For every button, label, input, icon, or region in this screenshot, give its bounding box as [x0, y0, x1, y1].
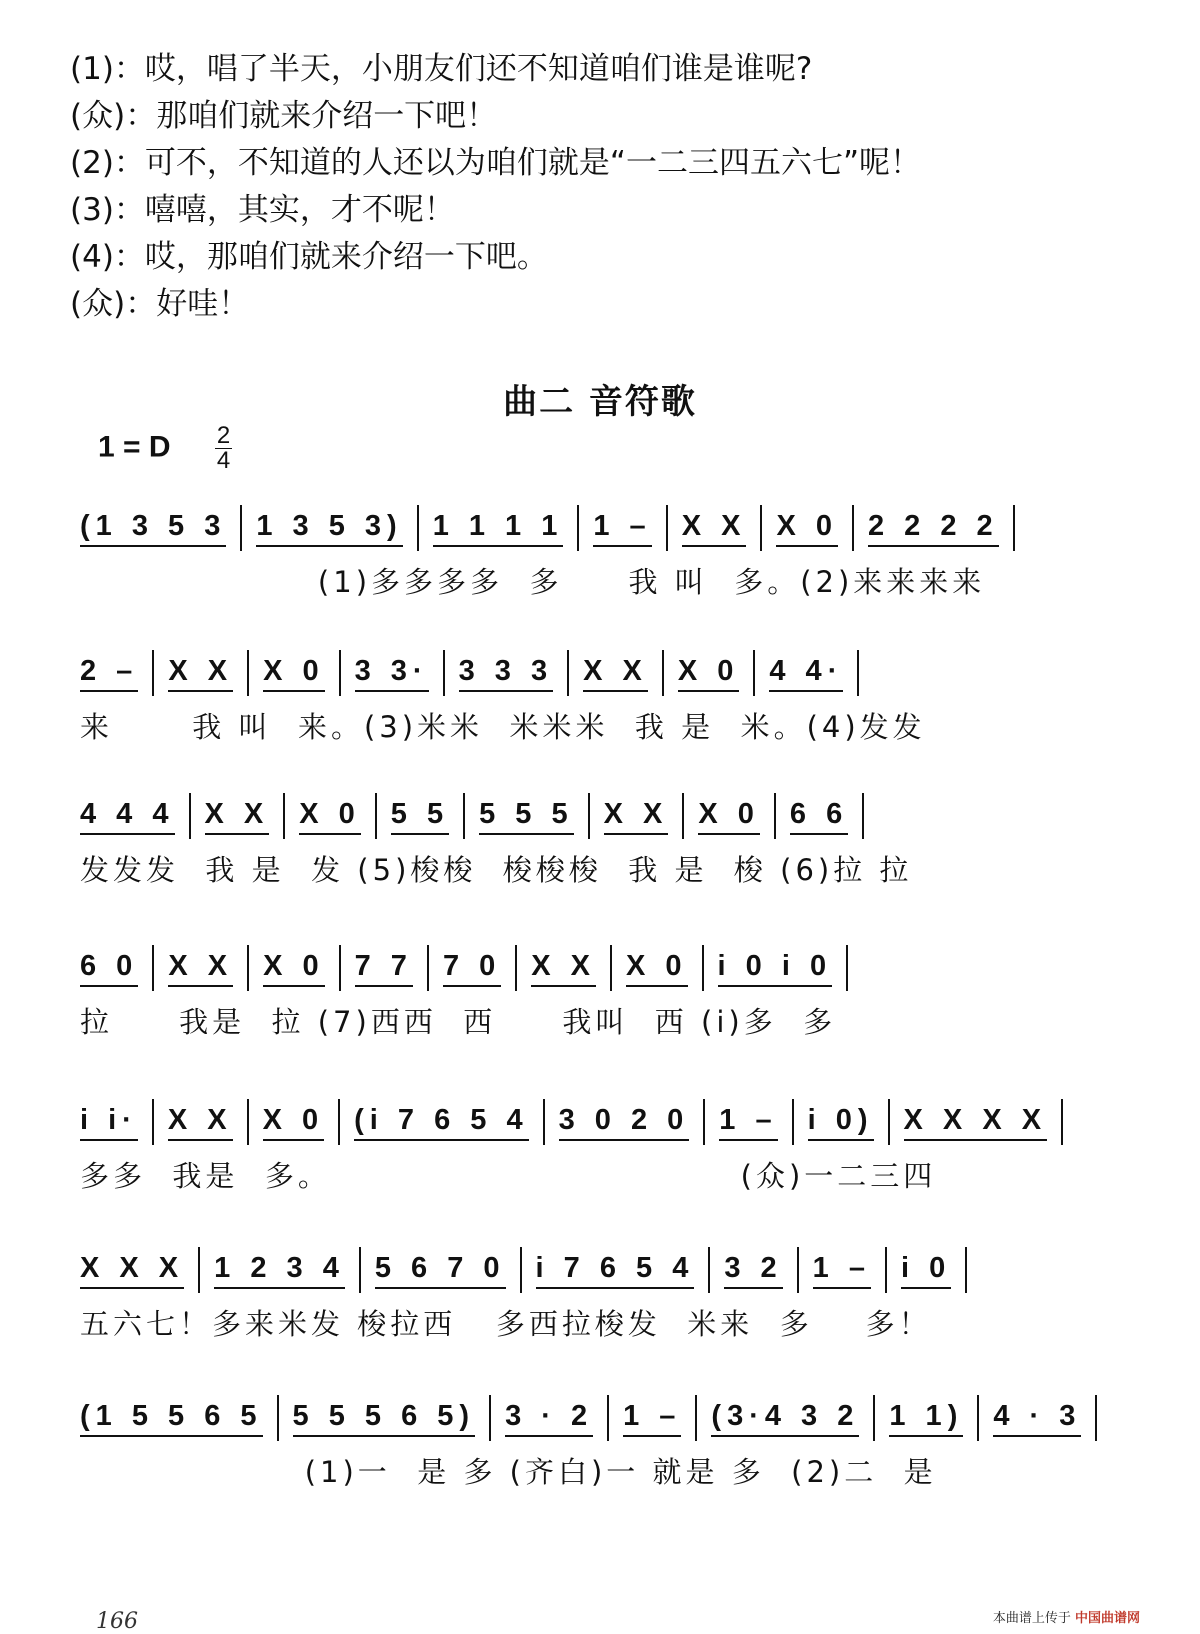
measure: X X: [682, 510, 747, 547]
barline: [753, 650, 755, 696]
measure: X 0: [776, 510, 838, 547]
measure: 1 3 5 3): [256, 510, 402, 547]
dialog-line: (1)：哎，唱了半天，小朋友们还不知道咱们谁是谁呢?: [70, 51, 813, 87]
barline: [1013, 505, 1015, 551]
measure: X 0: [263, 655, 325, 692]
barline: [520, 1247, 522, 1293]
barline: [965, 1247, 967, 1293]
notes-row: [80, 1242, 981, 1298]
lyrics-row: 发发发 我 是 发 (5)梭梭 梭梭梭 我 是 梭 (6)拉 拉: [80, 853, 913, 887]
measure: X X: [168, 1104, 233, 1141]
meter-numerator: 2: [216, 422, 231, 449]
score-line: [80, 645, 1130, 755]
footer-credit: [993, 1607, 1140, 1626]
barline: [873, 1395, 875, 1441]
measure: X X: [531, 950, 596, 987]
barline: [662, 650, 664, 696]
measure: 3 2: [724, 1252, 782, 1289]
barline: [885, 1247, 887, 1293]
barline: [339, 650, 341, 696]
measure: 2 –: [80, 655, 138, 692]
barline: [666, 505, 668, 551]
barline: [152, 650, 154, 696]
measure: X X: [583, 655, 648, 692]
barline: [489, 1395, 491, 1441]
measure: (i 7 6 5 4: [354, 1104, 528, 1141]
barline: [543, 1099, 545, 1145]
notes-row: [80, 500, 1029, 556]
barline: [702, 945, 704, 991]
measure: 7 7: [355, 950, 413, 987]
dialog-line: (4)：哎，那咱们就来介绍一下吧。: [70, 239, 548, 275]
measure: X 0: [678, 655, 740, 692]
barline: [198, 1247, 200, 1293]
measure: X X: [168, 950, 233, 987]
measure: X X: [205, 798, 270, 835]
barline: [247, 945, 249, 991]
lyrics-row: 多多 我是 多。 (众)一二三四: [80, 1159, 937, 1193]
notes-row: [80, 788, 878, 844]
lyrics-row: 拉 我是 拉 (7)西西 西 我叫 西 (i)多 多: [80, 1005, 837, 1039]
barline: [797, 1247, 799, 1293]
measure: 3 3 3: [459, 655, 554, 692]
barline: [846, 945, 848, 991]
barline: [708, 1247, 710, 1293]
measure: i 0): [808, 1104, 874, 1141]
measure: X 0: [299, 798, 361, 835]
dialog-line: (众)：好哇！: [70, 286, 250, 322]
barline: [588, 793, 590, 839]
barline: [888, 1099, 890, 1145]
measure: 1 1): [889, 1400, 963, 1437]
measure: X 0: [626, 950, 688, 987]
measure: 4 · 3: [993, 1400, 1081, 1437]
barline: [338, 1099, 340, 1145]
barline: [277, 1395, 279, 1441]
barline: [443, 650, 445, 696]
measure: i i·: [80, 1104, 138, 1141]
barline: [417, 505, 419, 551]
measure: X X X X: [904, 1104, 1048, 1141]
dialog-line: (3)：嘻嘻，其实，才不呢！: [70, 192, 455, 228]
measure: 1 –: [813, 1252, 871, 1289]
measure: 1 –: [593, 510, 651, 547]
dialog-line: (2)：可不，不知道的人还以为咱们就是“一二三四五六七”呢！: [70, 145, 922, 181]
barline: [515, 945, 517, 991]
barline: [760, 505, 762, 551]
measure: i 7 6 5 4: [536, 1252, 695, 1289]
barline: [577, 505, 579, 551]
measure: 1 –: [623, 1400, 681, 1437]
barline: [247, 1099, 249, 1145]
lyrics-row: 五六七！多来米发 梭拉西 多西拉梭发 米来 多 多！: [80, 1307, 932, 1341]
lyrics-row: (1)多多多多 多 我 叫 多。(2)来来来来: [80, 565, 986, 599]
upload-text: 本曲谱上传于: [992, 1611, 1071, 1626]
barline: [152, 945, 154, 991]
measure: 6 6: [790, 798, 848, 835]
measure: X X: [168, 655, 233, 692]
barline: [852, 505, 854, 551]
key-signature: [98, 424, 232, 473]
barline: [567, 650, 569, 696]
measure: i 0 i 0: [718, 950, 833, 987]
score-line: [80, 1242, 1130, 1352]
measure: i 0: [901, 1252, 951, 1289]
barline: [283, 793, 285, 839]
key-label: 1 = D: [98, 430, 171, 464]
barline: [375, 793, 377, 839]
lyrics-row: (1)一 是 多 (齐白)一 就是 多 (2)二 是: [80, 1455, 937, 1489]
measure: X X: [604, 798, 669, 835]
measure: X 0: [263, 1104, 325, 1141]
barline: [1095, 1395, 1097, 1441]
measure: 2 2 2 2: [868, 510, 999, 547]
barline: [240, 505, 242, 551]
measure: 3 3·: [355, 655, 429, 692]
measure: 5 5 5: [479, 798, 574, 835]
measure: 4 4 4: [80, 798, 175, 835]
song-title: 曲二 音符歌: [503, 382, 697, 422]
measure: (1 3 5 3: [80, 510, 226, 547]
barline: [857, 650, 859, 696]
measure: 5 5 5 6 5): [293, 1400, 476, 1437]
barline: [359, 1247, 361, 1293]
measure: X X X: [80, 1252, 184, 1289]
barline: [610, 945, 612, 991]
measure: 1 2 3 4: [214, 1252, 345, 1289]
notes-row: [80, 1390, 1111, 1446]
barline: [1061, 1099, 1063, 1145]
measure: 4 4·: [769, 655, 843, 692]
barline: [682, 793, 684, 839]
barline: [189, 793, 191, 839]
notes-row: [80, 1094, 1077, 1150]
measure: (3·4 3 2: [711, 1400, 859, 1437]
barline: [339, 945, 341, 991]
barline: [607, 1395, 609, 1441]
measure: 1 –: [719, 1104, 777, 1141]
barline: [247, 650, 249, 696]
notes-row: [80, 645, 873, 701]
measure: 7 0: [443, 950, 501, 987]
measure: 3 · 2: [505, 1400, 593, 1437]
score-line: [80, 940, 1130, 1050]
site-logo: 中国曲谱网: [1074, 1611, 1140, 1626]
measure: X 0: [263, 950, 325, 987]
time-signature: [215, 424, 232, 473]
barline: [977, 1395, 979, 1441]
barline: [463, 793, 465, 839]
meter-denominator: 4: [216, 447, 231, 474]
barline: [862, 793, 864, 839]
score-line: [80, 788, 1130, 898]
measure: (1 5 5 6 5: [80, 1400, 263, 1437]
measure: 6 0: [80, 950, 138, 987]
barline: [427, 945, 429, 991]
score-line: [80, 1094, 1130, 1204]
measure: 5 6 7 0: [375, 1252, 506, 1289]
dialog-line: (众)：那咱们就来介绍一下吧！: [70, 98, 498, 134]
dialog-block: [70, 46, 921, 328]
barline: [774, 793, 776, 839]
score-line: [80, 1390, 1130, 1500]
measure: 3 0 2 0: [559, 1104, 690, 1141]
page-number: 166: [96, 1609, 138, 1634]
barline: [152, 1099, 154, 1145]
lyrics-row: 来 我 叫 来。(3)米米 米米米 我 是 米。(4)发发: [80, 710, 926, 744]
measure: X 0: [698, 798, 760, 835]
notes-row: [80, 940, 862, 996]
barline: [695, 1395, 697, 1441]
score-line: [80, 500, 1130, 610]
measure: 1 1 1 1: [433, 510, 564, 547]
barline: [792, 1099, 794, 1145]
barline: [703, 1099, 705, 1145]
measure: 5 5: [391, 798, 449, 835]
